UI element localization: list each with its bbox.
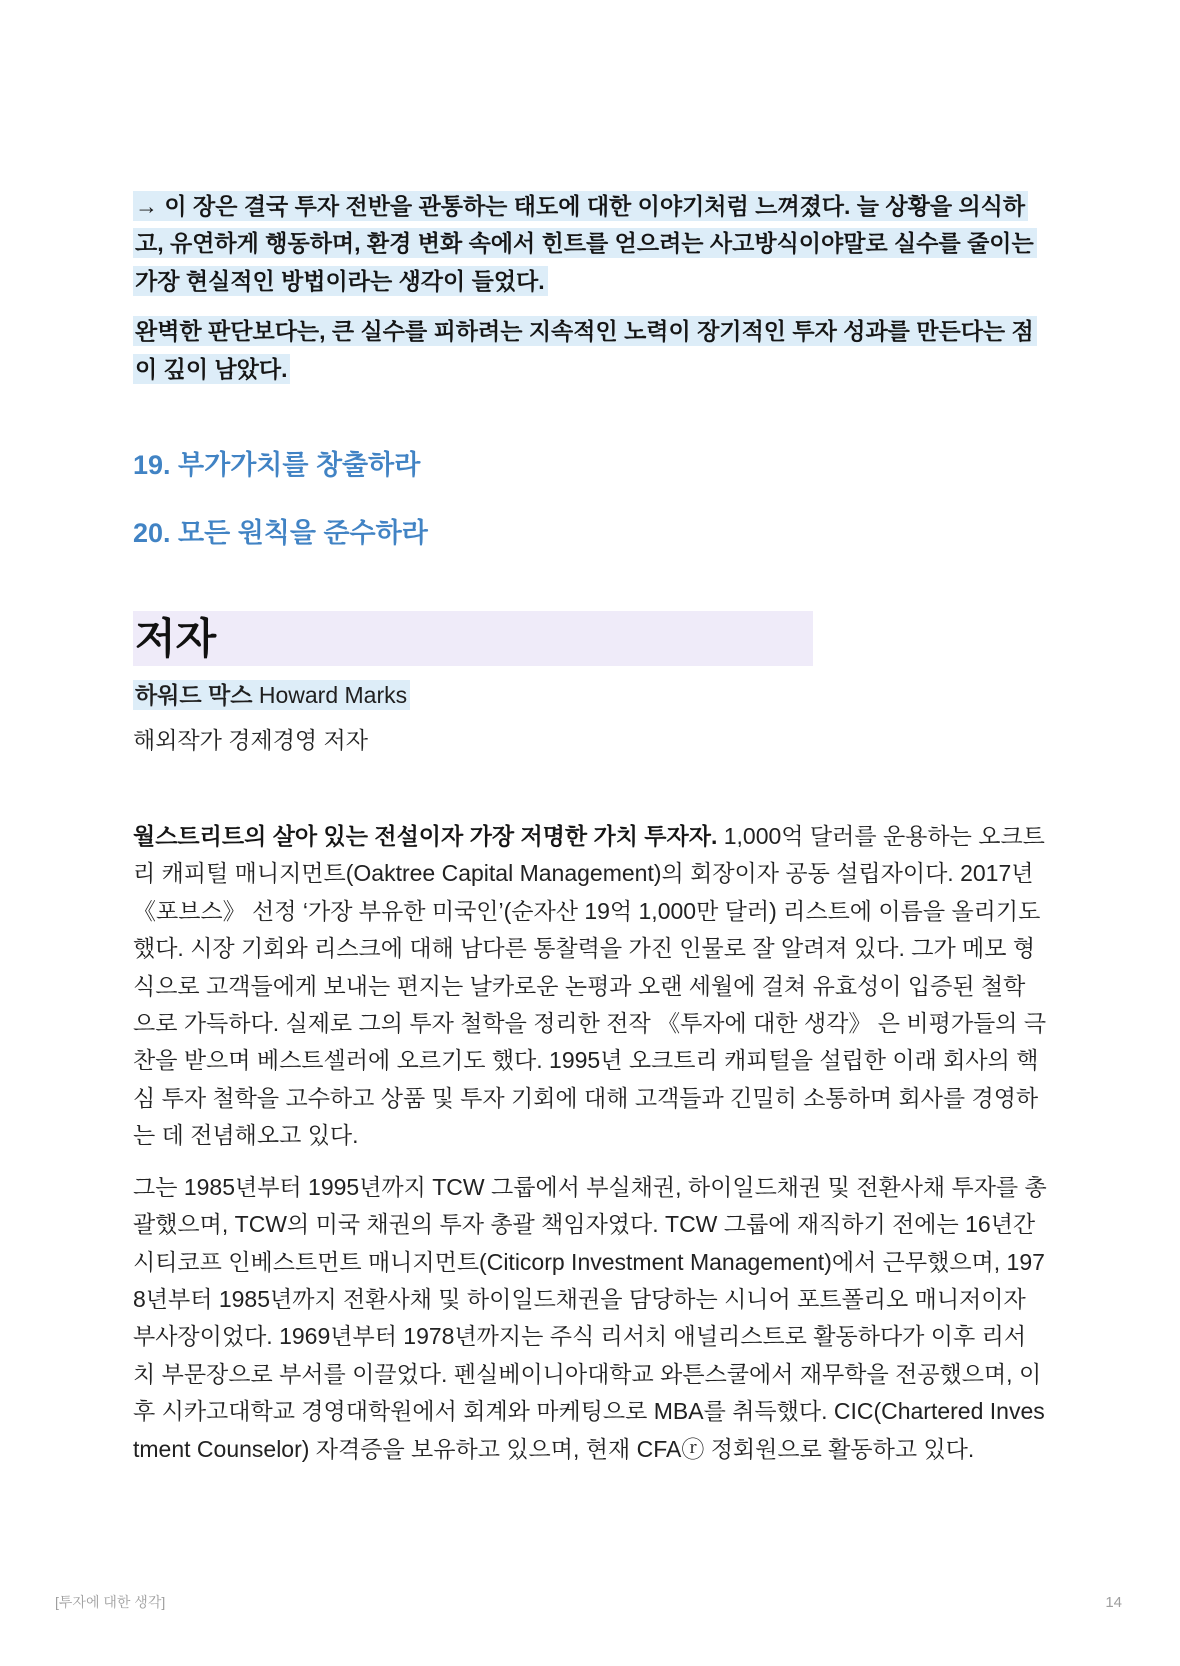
author-bio-paragraph-2: 그는 1985년부터 1995년까지 TCW 그룹에서 부실채권, 하이일드채권 및 전환사채 투자를 총괄했으며, TCW의 미국 채권의 투자 총괄 책임자였다. TCW 그룹에 재직하기 전에는 16년간 시티코프 인베스트먼트 매니지먼트(Citicorp Investment Management)에서 근무했으며, 1978년부터 1985년까지 전환사채 및 하이일드채권을 담당하는 시니어 포트폴리오 매니저이자 부사장이었다. 1969년부터 1978년까지는 주식 리서치 애널리스트로 활동하다가 이후 리서치 부문장으로 부서를 이끌었다. 펜실베이니아대학교 와튼스쿨에서 재무학을 전공했으며, 이후 시카고대학교 경영대학원에서 회계와 마케팅으로 MBA를 취득했다. CIC(Chartered Investment Counselor) 자격증을 보유하고 있으며, 현재 CFAⓡ 정회원으로 활동하고 있다. — [133, 1173, 1047, 1462]
author-bio-lead-sentence: 월스트리트의 살아 있는 전설이자 가장 저명한 가치 투자자. — [133, 823, 718, 850]
author-name-english: Howard Marks — [252, 682, 408, 709]
author-section-heading: 저자 — [133, 611, 813, 666]
author-name-line — [133, 678, 1047, 712]
author-name-highlight — [133, 680, 410, 710]
footer-page-number: 14 — [1105, 1594, 1122, 1611]
reader-note-1-text: → 이 장은 결국 투자 전반을 관통하는 태도에 대한 이야기처럼 느껴졌다. 늘 상황을 의식하고, 유연하게 행동하며, 환경 변화 속에서 힌트를 얻으려는 사고방식이야말로 실수를 줄이는 가장 현실적인 방법이라는 생각이 들었다. — [133, 191, 1037, 296]
author-subtitle: 해외작가 경제경영 저자 — [133, 727, 368, 754]
reader-note-2-text: 완벽한 판단보다는, 큰 실수를 피하려는 지속적인 노력이 장기적인 투자 성과를 만든다는 점이 깊이 남았다. — [133, 316, 1037, 383]
page-footer — [55, 1592, 1122, 1612]
chapter-heading-19: 19. 부가가치를 창출하라 — [133, 450, 421, 481]
chapter-heading-20: 20. 모든 원칙을 준수하라 — [133, 518, 428, 549]
reader-note-2 — [133, 313, 1047, 388]
reader-note-1 — [133, 188, 1047, 300]
author-name-korean: 하워드 막스 — [135, 682, 253, 709]
author-bio-paragraph-1-body: 1,000억 달러를 운용하는 오크트리 캐피털 매니지먼트(Oaktree Capital Management)의 회장이자 공동 설립자이다. 2017년 《포브스》 선정 ‘가장 부유한 미국인’(순자산 19억 1,000만 달러) 리스트에 이름을 올리기도 했다. 시장 기회와 리스크에 대해 남다른 통찰력을 가진 인물로 잘 알려져 있다. 그가 메모 형식으로 고객들에게 보내는 편지는 날카로운 논평과 오랜 세월에 걸쳐 유효성이 입증된 철학으로 가득하다. 실제로 그의 투자 철학을 정리한 전작 《투자에 대한 생각》 은 비평가들의 극찬을 받으며 베스트셀러에 오르기도 했다. 1995년 오크트리 캐피털을 설립한 이래 회사의 핵심 투자 철학을 고수하고 상품 및 투자 기회에 대해 고객들과 긴밀히 소통하며 회사를 경영하는 데 전념해오고 있다. — [133, 823, 1047, 1149]
author-bio-paragraph-1 — [133, 818, 1047, 1155]
footer-book-title: [투자에 대한 생각] — [55, 1594, 166, 1610]
